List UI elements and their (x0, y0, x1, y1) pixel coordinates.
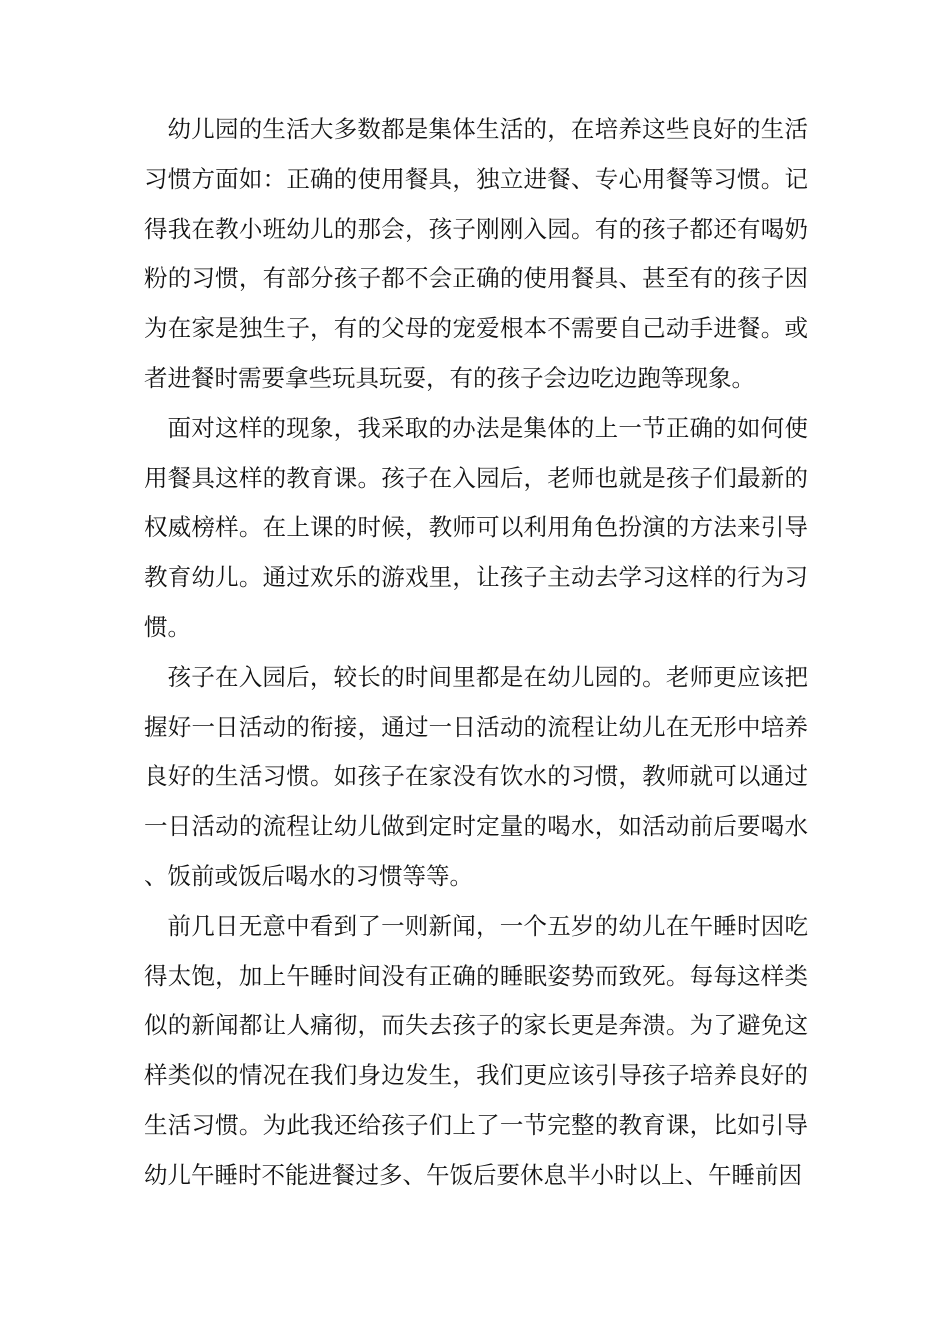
paragraph-4: 前几日无意中看到了一则新闻，一个五岁的幼儿在午睡时因吃得太饱，加上午睡时间没有正确的睡眠姿势而致死。每每这样类似的新闻都让人痛彻，而失去孩子的家长更是奔溃。为了避免这样类似的情况在我们身边发生，我们更应该引导孩子培养良好的生活习惯。为此我还给孩子们上了一节完整的教育课，比如引导幼儿午睡时不能进餐过多、午饭后要休息半小时以上、午睡前因 (144, 911, 808, 1189)
paragraph-3: 孩子在入园后，较长的时间里都是在幼儿园的。老师更应该把握好一日活动的衔接，通过一日活动的流程让幼儿在无形中培养良好的生活习惯。如孩子在家没有饮水的习惯，教师就可以通过一日活动的流程让幼儿做到定时定量的喝水，如活动前后要喝水、饭前或饭后喝水的习惯等等。 (144, 662, 808, 890)
paragraph-2: 面对这样的现象，我采取的办法是集体的上一节正确的如何使用餐具这样的教育课。孩子在入园后，老师也就是孩子们最新的权威榜样。在上课的时候，教师可以利用角色扮演的方法来引导教育幼儿。通过欢乐的游戏里，让孩子主动去学习这样的行为习惯。 (144, 413, 808, 641)
document-body (144, 105, 808, 1201)
paragraph-1: 幼儿园的生活大多数都是集体生活的，在培养这些良好的生活习惯方面如：正确的使用餐具，独立进餐、专心用餐等习惯。记得我在教小班幼儿的那会，孩子刚刚入园。有的孩子都还有喝奶粉的习惯，有部分孩子都不会正确的使用餐具、甚至有的孩子因为在家是独生子，有的父母的宠爱根本不需要自己动手进餐。或者进餐时需要拿些玩具玩耍，有的孩子会边吃边跑等现象。 (144, 115, 808, 392)
